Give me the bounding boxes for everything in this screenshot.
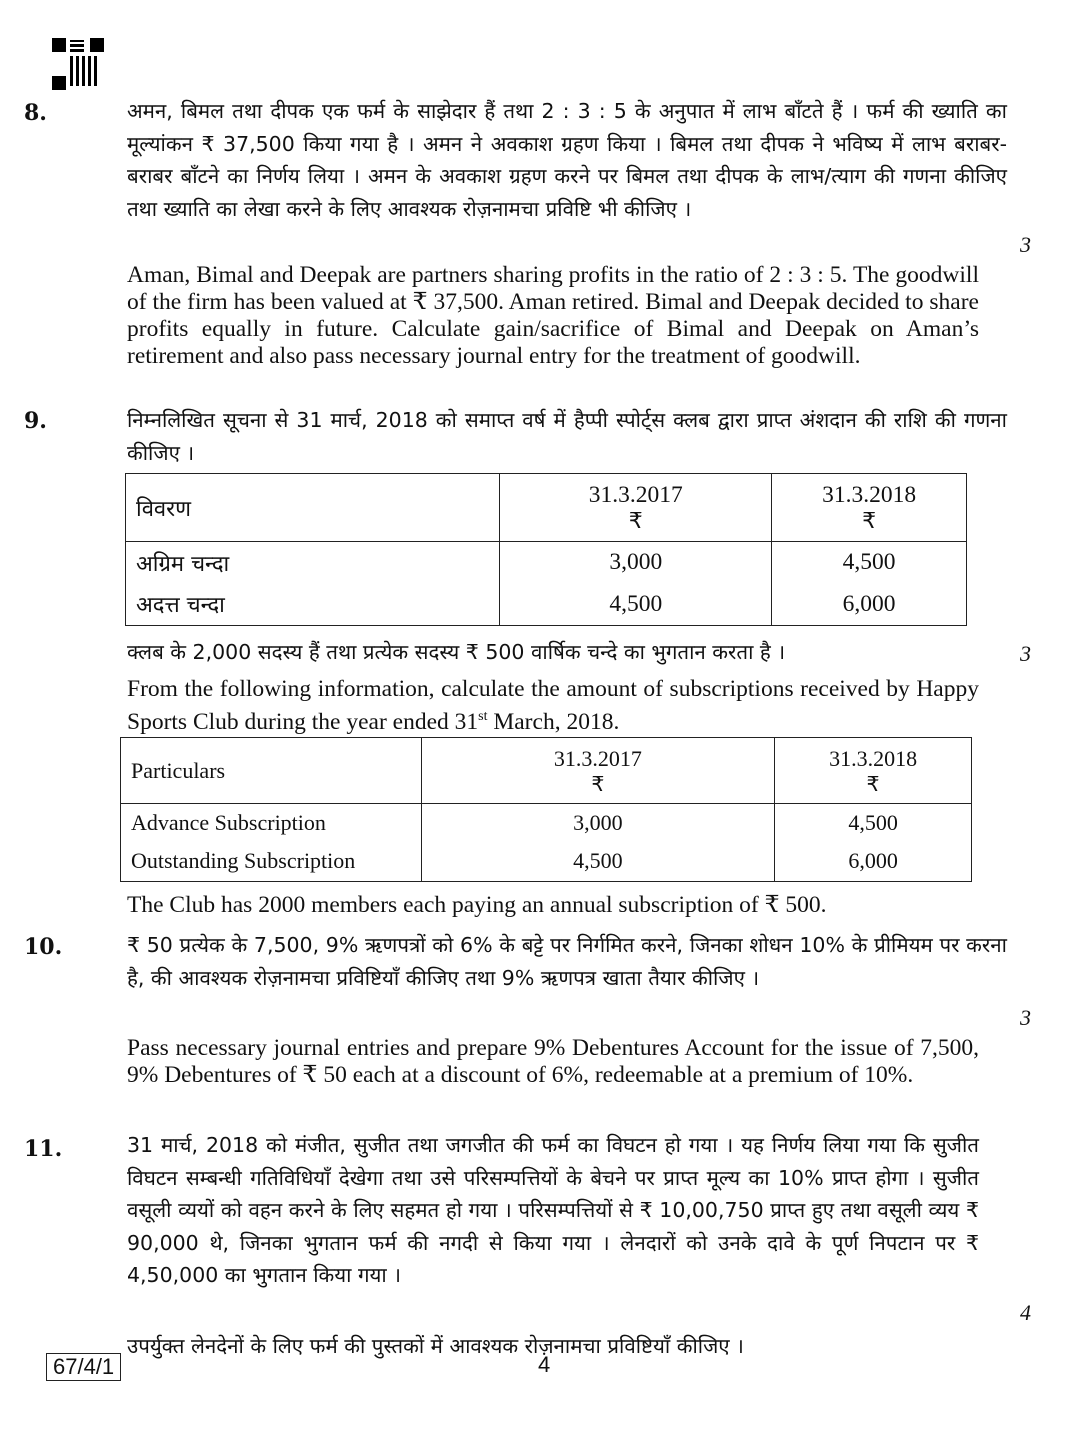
question-11-number: 11. — [24, 1136, 63, 1162]
table-english-cell: 4,500 — [421, 842, 775, 882]
question-10-hindi: ₹ 50 प्रत्येक के 7,500, 9% ऋणपत्रों को 6% के बट्टे पर निर्गमित करने, जिनका शोधन 10% के प्रीमियम पर करना है, की आवश्यक रोज़नामचा प्रविष्टियाँ कीजिए तथा 9% ऋणपत्र खाता तैयार कीजिए । — [127, 933, 1007, 990]
rupee-symbol: ₹ — [628, 508, 643, 534]
question-8-number: 8. — [24, 100, 47, 126]
table-english-cell: 3,000 — [421, 804, 775, 842]
table-hindi-row-label: अदत्त चन्दा — [126, 584, 500, 626]
table-english-cell: 4,500 — [775, 804, 972, 842]
table-english-header-2017: 31.3.2017 — [553, 745, 642, 771]
table-english-row-label: Outstanding Subscription — [121, 842, 422, 882]
question-8-marks: 3 — [1020, 232, 1031, 257]
question-11-hindi: 31 मार्च, 2018 को मंजीत, सुजीत तथा जगजीत की फर्म का विघटन हो गया । यह निर्णय लिया गया कि सुजीत विघटन सम्बन्धी गतिविधियाँ देखेगा तथा उसे परिसम्पत्तियों के बेचने पर प्राप्त मूल्य का 10% प्राप्त होगा । सुजीत वसूली व्ययों को वहन करने के लिए सहमत हो गया । परिसम्पत्तियों से ₹ 10,00,750 प्राप्त हुए तथा वसूली व्यय ₹ 90,000 थे, जिनका भुगतान फर्म की नगदी से किया गया । लेनदारों को उनके दावे के पूर्ण निपटान पर ₹ 4,50,000 का भुगतान किया गया । — [127, 1133, 979, 1287]
question-9-hindi: निम्नलिखित सूचना से 31 मार्च, 2018 को समाप्त वर्ष में हैप्पी स्पोर्ट्स क्लब द्वारा प्राप्त अंशदान की राशि की गणना कीजिए । — [127, 408, 1007, 465]
page-number: 4 — [538, 1352, 551, 1377]
question-11-marks: 4 — [1020, 1300, 1031, 1325]
table-hindi-row-label: अग्रिम चन्दा — [126, 542, 500, 584]
table-hindi-header-particulars: विवरण — [126, 474, 500, 542]
table-hindi-header-2018: 31.3.2018 — [822, 481, 917, 508]
table-english-cell: 6,000 — [775, 842, 972, 882]
table-english-header-2018: 31.3.2018 — [829, 745, 918, 771]
rupee-symbol: ₹ — [866, 771, 880, 796]
table-hindi-cell: 3,000 — [500, 542, 772, 584]
question-9-hindi-note: क्लब के 2,000 सदस्य हैं तथा प्रत्येक सदस्य ₹ 500 वार्षिक चन्दे का भुगतान करता है । — [127, 640, 786, 664]
question-10-marks: 3 — [1020, 1005, 1031, 1030]
question-9-number: 9. — [24, 408, 47, 434]
table-hindi-cell: 6,000 — [772, 584, 967, 626]
question-8-english: Aman, Bimal and Deepak are partners sharing profits in the ratio of 2 : 3 : 5. The goodwill of the firm has been valued at ₹ 37,500. Aman retired. Bimal and Deepak decided to share profits equally in future. Calculate gain/sacrifice of Bimal and Deepak on Aman’s retirement and also pass necessary journal entry for the treatment of goodwill. — [127, 262, 979, 369]
question-10-number: 10. — [24, 934, 63, 960]
table-hindi-header-2017: 31.3.2017 — [588, 481, 683, 508]
table-hindi-cell: 4,500 — [772, 542, 967, 584]
table-english-row-label: Advance Subscription — [121, 804, 422, 842]
question-9-marks: 3 — [1020, 641, 1031, 666]
table-english — [120, 737, 972, 882]
table-hindi — [125, 473, 967, 626]
question-9-english-note: The Club has 2000 members each paying an annual subscription of ₹ 500. — [127, 892, 827, 918]
question-9-english: From the following information, calculate the amount of subscriptions received by Happy Sports Club during the year ended 31st March, 2018. — [127, 676, 979, 735]
question-8-hindi: अमन, बिमल तथा दीपक एक फर्म के साझेदार हैं तथा 2 : 3 : 5 के अनुपात में लाभ बाँटते हैं । फर्म की ख्याति का मूल्यांकन ₹ 37,500 किया गया है । अमन ने अवकाश ग्रहण किया । बिमल तथा दीपक ने भविष्य में लाभ बराबर-बराबर बाँटने का निर्णय लिया । अमन के अवकाश ग्रहण करने पर बिमल तथा दीपक के लाभ/त्याग की गणना कीजिए तथा ख्याति का लेखा करने के लिए आवश्यक रोज़नामचा प्रविष्टि भी कीजिए । — [127, 99, 1007, 221]
qr-code — [52, 38, 104, 90]
rupee-symbol: ₹ — [862, 508, 877, 534]
question-11-hindi-tail: उपर्युक्त लेनदेनों के लिए फर्म की पुस्तकों में आवश्यक रोज़नामचा प्रविष्टियाँ कीजिए । — [127, 1334, 744, 1358]
paper-code: 67/4/1 — [46, 1353, 121, 1381]
rupee-symbol: ₹ — [591, 771, 605, 796]
question-10-english: Pass necessary journal entries and prepare 9% Debentures Account for the issue of 7,500, 9% Debentures of ₹ 50 each at a discount of 6%, redeemable at a premium of 10%. — [127, 1035, 979, 1088]
table-english-header-particulars: Particulars — [121, 738, 422, 804]
table-hindi-cell: 4,500 — [500, 584, 772, 626]
